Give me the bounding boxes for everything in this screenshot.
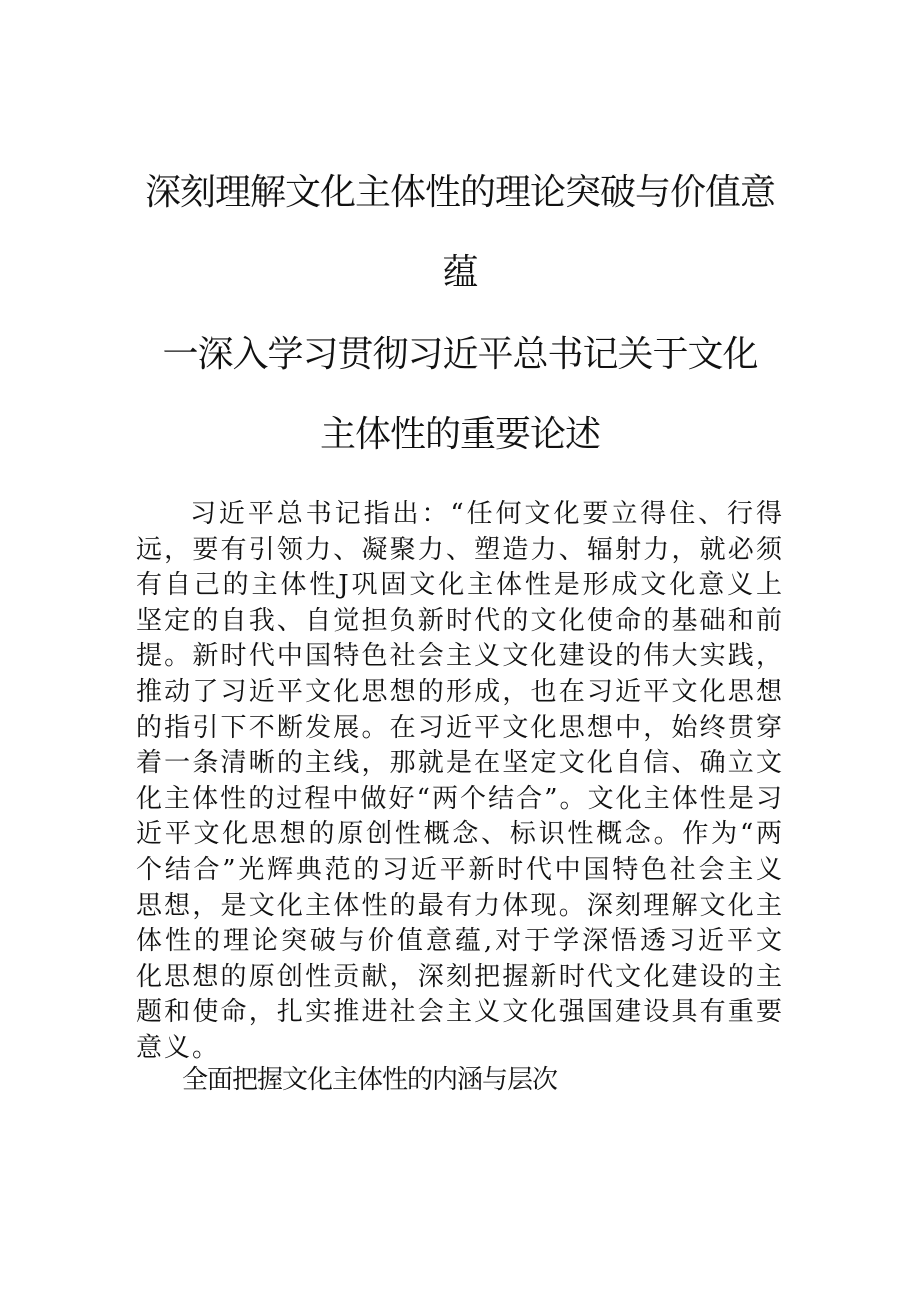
subtitle-line-2: 主体性的重要论述	[319, 414, 600, 455]
body-paragraph: 习近平总书记指出：“任何文化要立得住、行得远，要有引领力、凝聚力、塑造力、辐射力，就必须有自己的主体性J巩固文化主体性是形成文化意义上坚定的自我、自觉担负新时代的文化使命的基础和前提。新时代中国特色社会主义文化建设的伟大实践，推动了习近平文化思想的形成，也在习近平文化思想的指引下不断发展。在习近平文化思想中，始终贯穿着一条清晰的主线，那就是在坚定文化自信、确立文化主体性的过程中做好“两个结合”。文化主体性是习近平文化思想的原创性概念、标识性概念。作为“两个结合”光辉典范的习近平新时代中国特色社会主义思想，是文化主体性的最有力体现。深刻理解文化主体性的理论突破与价值意蕴,对于学深悟透习近平文化思想的原创性贡献，深刻把握新时代文化建设的主题和使命，扎实推进社会主义文化强国建设具有重要意义。	[136, 499, 784, 1063]
section-heading: 全面把握文化主体性的内涵与层次	[182, 1065, 558, 1095]
title-line-2: 蕴	[442, 252, 478, 293]
title-line-1: 深刻理解文化主体性的理论突破与价值意	[144, 172, 775, 213]
subtitle-line-1: 一深入学习贯彻习近平总书记关于文化	[162, 334, 758, 375]
